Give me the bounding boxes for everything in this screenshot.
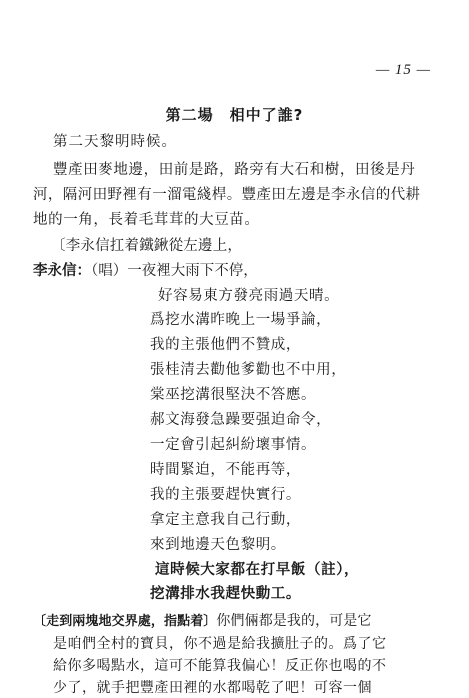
verse-line: 拿定主意我自己行動， <box>150 512 301 528</box>
paragraph-setting-line-1: 豐產田麥地邊，田前是路，路旁有大石和樹，田後是丹 <box>53 162 416 178</box>
verse-line: 來到地邊天色黎明。 <box>150 537 286 553</box>
speaker-name: 李永信： <box>33 263 91 279</box>
verse-line: 我的主張要趕快實行。 <box>150 487 301 503</box>
verse-line-bold: 挖溝排水我趕快動工。 <box>150 586 301 602</box>
verse-line: 一定會引起糾紛壞事情。 <box>150 437 317 453</box>
verse-line: 郝文海發急躁要强迫命令， <box>150 412 332 428</box>
verse-line: 時間緊迫，不能再等， <box>150 462 301 478</box>
paragraph-setting-line-3: 地的一角，長着毛茸茸的大豆苗。 <box>33 212 260 228</box>
verse-first: （唱）一夜裡大雨下不停， <box>91 263 258 279</box>
paragraph-time: 第二天黎明時候。 <box>53 134 177 150</box>
verse-line: 好容易東方發亮雨過天晴。 <box>158 288 340 304</box>
verse-line: 張桂清去勸他爹勸也不中用， <box>150 362 347 378</box>
stage-direction-text: 你們倆都是我的，可是它 <box>216 613 372 629</box>
verse-line: 棠巫挖溝很堅決不答應。 <box>150 387 317 403</box>
verse-line: 爲挖水溝昨晚上一場爭論， <box>150 312 332 328</box>
speech-first-line <box>33 261 258 281</box>
stage-direction-bracket: 〔走到兩塊地交界處，指點着〕 <box>33 614 217 629</box>
stage-direction-action-line-1 <box>33 611 372 632</box>
stage-direction-action-line-4: 少了，就手把豐產田裡的水都喝乾了吧！可容一個 <box>53 680 372 696</box>
scene-title: 第二場 相中了誰? <box>165 106 304 124</box>
stage-direction-action-line-3: 給你多喝點水，這可不能算我偏心！反正你也喝的不 <box>53 658 387 674</box>
page-number: — 15 — <box>375 62 431 78</box>
verse-line-bold: 這時候大家都在打早飯（註）， <box>155 562 360 578</box>
paragraph-setting-line-2: 河，隔河田野裡有一溜電綫桿。豐產田左邊是李永信的代耕 <box>33 187 421 203</box>
stage-direction-entrance: 〔李永信扛着鐵鍬從左邊上， <box>51 238 243 254</box>
verse-line: 我的主張他們不贊成， <box>150 337 301 353</box>
stage-direction-action-line-2: 是咱們全村的寶貝，你不過是給我擴肚子的。爲了它 <box>53 636 387 652</box>
